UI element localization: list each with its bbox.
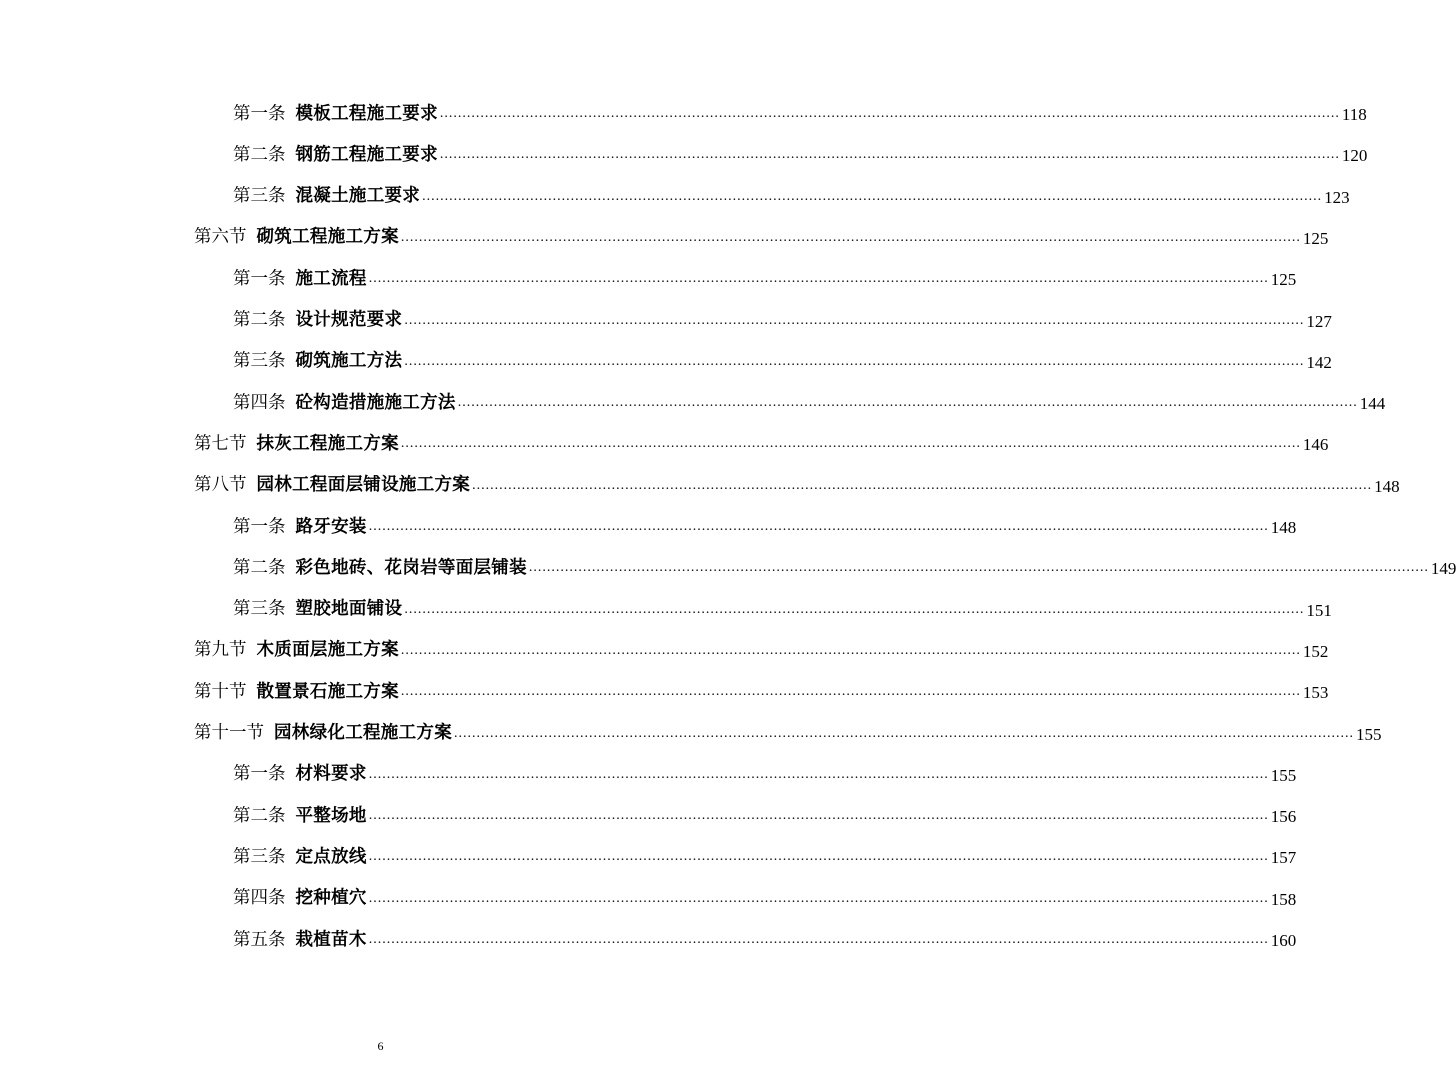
toc-entry-page-number: 155 [1270, 765, 1297, 785]
toc-dot-leader: ........................................................................................................................................................................................................ [439, 147, 1340, 163]
toc-dot-leader: ........................................................................................................................................................................................................ [422, 188, 1323, 204]
toc-dot-leader: ........................................................................................................................................................................................................ [368, 519, 1269, 534]
toc-article-entry[interactable] [233, 921, 1297, 950]
toc-entry-prefix: 第三条 [233, 599, 286, 620]
toc-entry-title: 木质面层施工方案 [256, 640, 399, 661]
toc-entry-page-number: 125 [1270, 270, 1297, 290]
toc-entry-page-number: 123 [1324, 187, 1350, 207]
toc-entry-page-number: 158 [1270, 889, 1297, 909]
toc-dot-leader: ........................................................................................................................................................................................................ [457, 395, 1358, 411]
toc-entry-page-number: 148 [1270, 518, 1297, 537]
toc-entry-title: 平整场地 [295, 805, 367, 826]
toc-entry-title: 园林工程面层铺设施工方案 [256, 475, 471, 496]
toc-entry-prefix: 第九节 [194, 640, 247, 661]
toc-entry-page-number: 152 [1302, 641, 1329, 661]
toc-dot-leader: ........................................................................................................................................................................................................ [400, 642, 1301, 658]
toc-dot-leader: ........................................................................................................................................................................................................ [472, 477, 1373, 493]
toc-article-entry[interactable] [233, 797, 1297, 827]
toc-entry-prefix: 第四条 [233, 888, 286, 909]
toc-entry-prefix: 第一条 [233, 268, 286, 289]
toc-entry-title: 钢筋工程施工要求 [295, 144, 438, 165]
toc-entry-title: 塑胶地面铺设 [295, 599, 403, 620]
toc-entry-prefix: 第一条 [233, 516, 286, 537]
toc-article-entry[interactable] [233, 880, 1297, 909]
toc-entry-page-number: 125 [1302, 228, 1329, 248]
toc-entry-title: 散置景石施工方案 [256, 681, 399, 702]
toc-entry-prefix: 第三条 [233, 351, 286, 372]
toc-entry-prefix: 第一条 [233, 103, 286, 124]
toc-entry-title: 挖种植穴 [295, 888, 367, 909]
toc-dot-leader: ........................................................................................................................................................................................................ [368, 932, 1269, 947]
toc-entry-prefix: 第二条 [233, 144, 286, 165]
toc-dot-leader: ........................................................................................................................................................................................................ [454, 725, 1354, 741]
toc-dot-leader: ........................................................................................................................................................................................................ [400, 436, 1301, 452]
toc-entry-title: 砌筑工程施工方案 [256, 227, 399, 248]
toc-entry-title: 定点放线 [295, 846, 367, 867]
toc-entry-title: 材料要求 [295, 764, 367, 785]
toc-entry-title: 砼构造措施施工方法 [295, 392, 456, 413]
toc-entry-page-number: 160 [1270, 931, 1297, 950]
toc-entry-page-number: 153 [1302, 683, 1329, 703]
toc-entry-prefix: 第一条 [233, 764, 286, 785]
toc-entry-page-number: 149 [1430, 559, 1456, 579]
toc-article-entry[interactable] [233, 549, 1456, 579]
toc-section-entry[interactable] [194, 673, 1329, 703]
toc-article-entry[interactable] [233, 508, 1297, 537]
toc-section-entry[interactable] [194, 715, 1382, 744]
toc-dot-leader: ........................................................................................................................................................................................................ [400, 684, 1301, 700]
toc-entry-prefix: 第三条 [233, 186, 286, 207]
toc-article-entry[interactable] [233, 302, 1332, 331]
toc-entry-prefix: 第十一节 [194, 723, 264, 743]
toc-dot-leader: ........................................................................................................................................................................................................ [368, 766, 1269, 782]
toc-section-entry[interactable] [194, 219, 1329, 248]
toc-article-entry[interactable] [233, 95, 1367, 124]
toc-entry-page-number: 144 [1359, 394, 1386, 414]
toc-entry-title: 施工流程 [295, 268, 367, 289]
toc-entry-prefix: 第六节 [194, 227, 247, 248]
toc-article-entry[interactable] [233, 591, 1332, 620]
toc-entry-page-number: 142 [1306, 352, 1332, 372]
toc-entry-prefix: 第十节 [194, 681, 247, 702]
toc-entry-prefix: 第二条 [233, 805, 286, 826]
toc-dot-leader: ........................................................................................................................................................................................................ [528, 560, 1429, 576]
page-number: 6 [377, 1039, 384, 1053]
toc-entry-page-number: 146 [1302, 435, 1329, 455]
toc-section-entry[interactable] [194, 632, 1329, 661]
toc-entry-prefix: 第八节 [194, 475, 247, 496]
toc-section-entry[interactable] [194, 467, 1400, 496]
toc-section-entry[interactable] [194, 425, 1329, 455]
toc-entry-page-number: 127 [1306, 311, 1332, 331]
toc-entry-prefix: 第七节 [194, 433, 247, 454]
toc-entry-prefix: 第二条 [233, 310, 286, 330]
toc-entry-page-number: 120 [1341, 146, 1368, 166]
toc-entry-title: 设计规范要求 [295, 310, 403, 330]
toc-entry-title: 模板工程施工要求 [295, 103, 438, 124]
toc-dot-leader: ........................................................................................................................................................................................................ [368, 808, 1269, 824]
toc-article-entry[interactable] [233, 136, 1368, 166]
toc-entry-page-number: 156 [1270, 807, 1297, 827]
toc-entry-page-number: 148 [1374, 476, 1400, 496]
toc-dot-leader: ........................................................................................................................................................................................................ [404, 312, 1305, 328]
toc-article-entry[interactable] [233, 178, 1350, 207]
toc-dot-leader: ........................................................................................................................................................................................................ [368, 890, 1269, 906]
toc-entry-prefix: 第二条 [233, 557, 286, 578]
toc-article-entry[interactable] [233, 343, 1332, 372]
toc-entry-prefix: 第四条 [233, 392, 286, 413]
toc-entry-prefix: 第五条 [233, 929, 286, 950]
toc-entry-page-number: 157 [1270, 848, 1297, 868]
toc-article-entry[interactable] [233, 756, 1297, 785]
toc-dot-leader: ........................................................................................................................................................................................................ [404, 601, 1305, 617]
toc-dot-leader: ........................................................................................................................................................................................................ [404, 353, 1305, 369]
toc-entry-prefix: 第三条 [233, 846, 286, 867]
toc-dot-leader: ........................................................................................................................................................................................................ [400, 229, 1301, 245]
toc-entry-title: 园林绿化工程施工方案 [274, 723, 452, 743]
toc-dot-leader: ........................................................................................................................................................................................................ [368, 849, 1269, 865]
toc-dot-leader: ........................................................................................................................................................................................................ [368, 271, 1269, 287]
toc-entry-page-number: 155 [1356, 724, 1382, 744]
toc-dot-leader: ........................................................................................................................................................................................................ [439, 106, 1340, 121]
toc-entry-title: 混凝土施工要求 [295, 186, 421, 207]
toc-entry-title: 抹灰工程施工方案 [256, 433, 399, 454]
toc-entry-page-number: 118 [1341, 105, 1367, 124]
toc-article-entry[interactable] [233, 384, 1386, 414]
toc-entry-title: 栽植苗木 [295, 929, 367, 950]
toc-entry-page-number: 151 [1306, 600, 1332, 620]
toc-article-entry[interactable] [233, 260, 1297, 290]
toc-article-entry[interactable] [233, 838, 1297, 868]
toc-entry-title: 路牙安装 [295, 516, 367, 537]
toc-entry-title: 彩色地砖、花岗岩等面层铺装 [295, 557, 527, 578]
toc-entry-title: 砌筑施工方法 [295, 351, 403, 372]
